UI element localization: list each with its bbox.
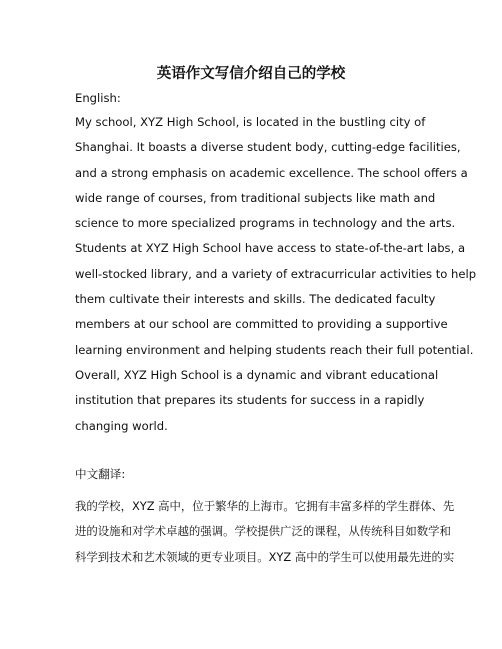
english-line: Shanghai. It boasts a diverse student body, cutting-edge facilities, xyxy=(75,140,461,155)
english-line: and a strong emphasis on academic excellence. The school offers a xyxy=(75,165,468,180)
document-title: 英语作文写信介绍自己的学校 xyxy=(156,66,346,82)
english-line: Students at XYZ High School have access to state-of-the-art labs, a xyxy=(75,241,466,256)
english-line: well-stocked library, and a variety of extracurricular activities to help xyxy=(75,266,477,281)
english-paragraph xyxy=(75,110,477,439)
english-line: changing world. xyxy=(75,418,168,433)
chinese-line: 进的设施和对学术卓越的强调。学校提供广泛的课程，从传统科目如数学和 xyxy=(75,524,451,539)
english-line: My school, XYZ High School, is located in the bustling city of xyxy=(75,115,426,129)
english-line: learning environment and helping students reach their full potential. xyxy=(75,342,474,357)
chinese-paragraph xyxy=(75,494,455,570)
chinese-line: 我的学校，XYZ 高中，位于繁华的上海市。它拥有丰富多样的学生群体、先 xyxy=(75,499,455,513)
chinese-line: 科学到技术和艺术领域的更专业项目。XYZ 高中的学生可以使用最先进的实 xyxy=(75,549,455,564)
chinese-section-label: 中文翻译: xyxy=(75,467,126,481)
english-line: them cultivate their interests and skills. The dedicated faculty xyxy=(75,292,436,307)
english-line: wide range of courses, from traditional subjects like math and xyxy=(75,190,436,205)
english-line: members at our school are committed to providing a supportive xyxy=(75,317,448,332)
english-line: institution that prepares its students for success in a rapidly xyxy=(75,393,425,408)
english-line: Overall, XYZ High School is a dynamic and vibrant educational xyxy=(75,367,439,382)
english-line: science to more specialized programs in technology and the arts. xyxy=(75,216,456,231)
english-section-label: English: xyxy=(75,91,121,105)
